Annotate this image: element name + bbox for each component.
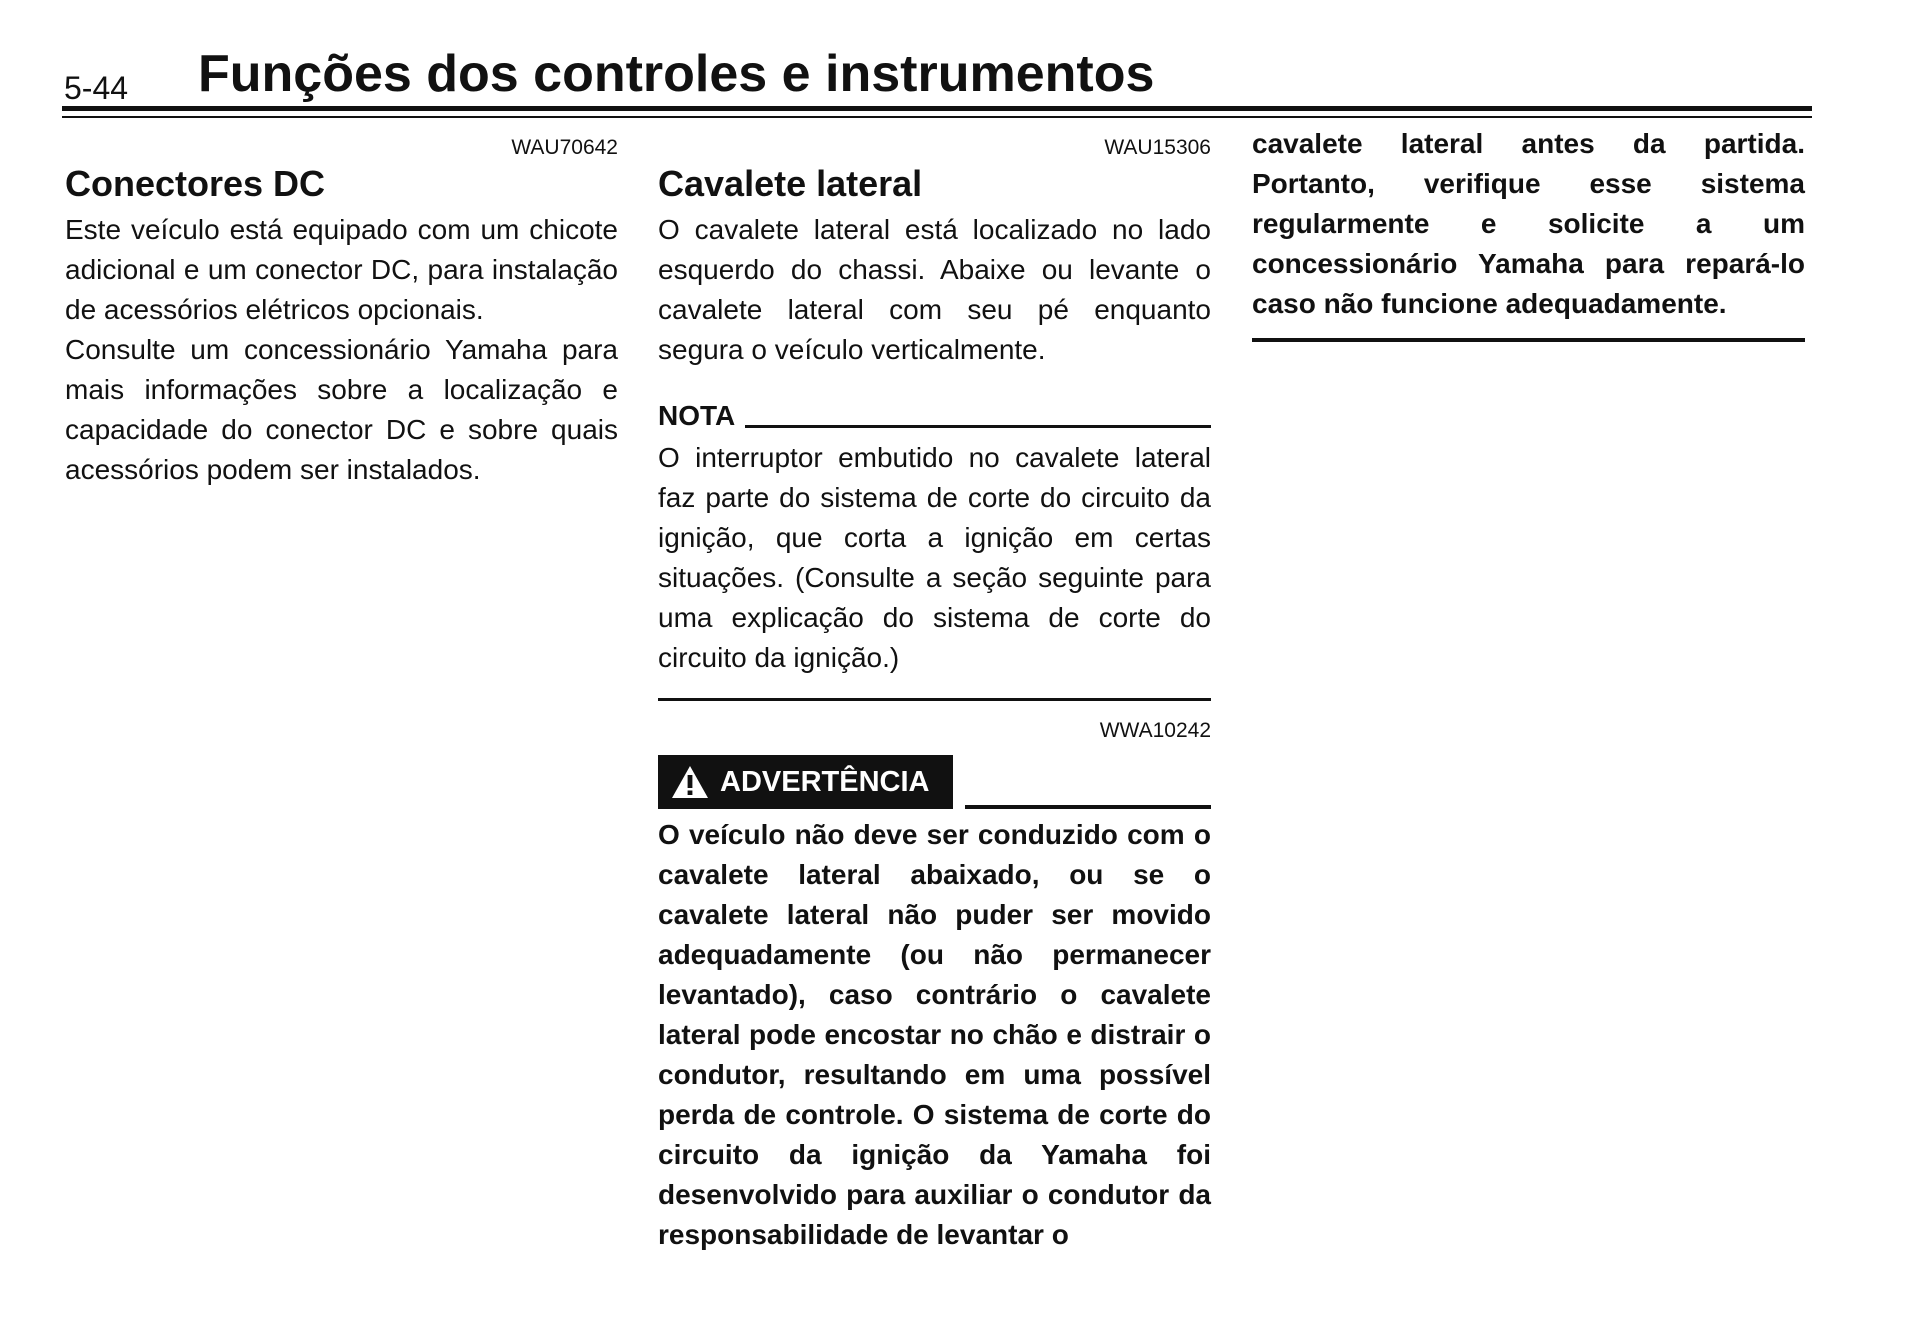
warning-text-continued: cavalete lateral antes da partida. Portanto, verifique esse sistema regularmente e solicite a um concessionário Yamaha para repará-lo caso não funcione adequadamente. bbox=[1252, 128, 1805, 319]
column-sidestand bbox=[658, 136, 1211, 1255]
paragraph: Este veículo está equipado com um chicote adicional e um conector DC, para instalação de acessórios elétricos opcionais. bbox=[65, 214, 618, 325]
warning-rule bbox=[965, 805, 1211, 809]
note-rule bbox=[745, 425, 1211, 428]
note-end-rule bbox=[658, 698, 1211, 701]
section-code: WAU15306 bbox=[1104, 136, 1211, 159]
paragraph: Consulte um concessionário Yamaha para mais informações sobre a localização e capacidade do conector DC e sobre quais acessórios podem ser instalados. bbox=[65, 334, 618, 485]
page-title: Funções dos controles e instrumentos bbox=[198, 45, 1155, 103]
warning-triangle-icon bbox=[670, 764, 710, 800]
paragraph: O cavalete lateral está localizado no lado esquerdo do chassi. Abaixe ou levante o cavalete lateral com seu pé enquanto segura o veículo verticalmente. bbox=[658, 214, 1211, 365]
warning-label: ADVERTÊNCIA bbox=[720, 765, 930, 798]
column-dc-connectors bbox=[65, 136, 618, 490]
note-label: NOTA bbox=[658, 400, 736, 431]
header-rule-thin bbox=[62, 116, 1812, 118]
section-heading-dc-connectors: Conectores DC bbox=[65, 163, 326, 204]
warning-header bbox=[658, 755, 1211, 809]
note-text: O interruptor embutido no cavalete lateral faz parte do sistema de corte do circuito da ignição, que corta a ignição em certas situações. (Consulte a seção seguinte para uma explicação do sistema de corte do circuito da ignição.) bbox=[658, 442, 1211, 673]
section-heading-sidestand: Cavalete lateral bbox=[658, 163, 923, 204]
header-rule-thick bbox=[62, 106, 1812, 111]
page-number: 5-44 bbox=[64, 70, 129, 106]
warning-text: O veículo não deve ser conduzido com o cavalete lateral abaixado, ou se o cavalete lateral não puder ser movido adequadamente (ou não permanecer levantado), caso contrário o cavalete lateral pode encostar no chão e distrair o condutor, resultando em uma possível perda de controle. O sistema de corte do circuito da ignição da Yamaha foi desenvolvido para auxiliar o condutor da responsabilidade de levantar o bbox=[658, 819, 1211, 1250]
page-header bbox=[64, 44, 1810, 124]
note-header bbox=[658, 396, 1211, 432]
warning-badge bbox=[658, 755, 953, 809]
warning-code: WWA10242 bbox=[1099, 719, 1211, 742]
section-code: WAU70642 bbox=[511, 136, 618, 159]
column-warning-continued bbox=[1252, 128, 1805, 342]
warning-end-rule bbox=[1252, 338, 1805, 342]
